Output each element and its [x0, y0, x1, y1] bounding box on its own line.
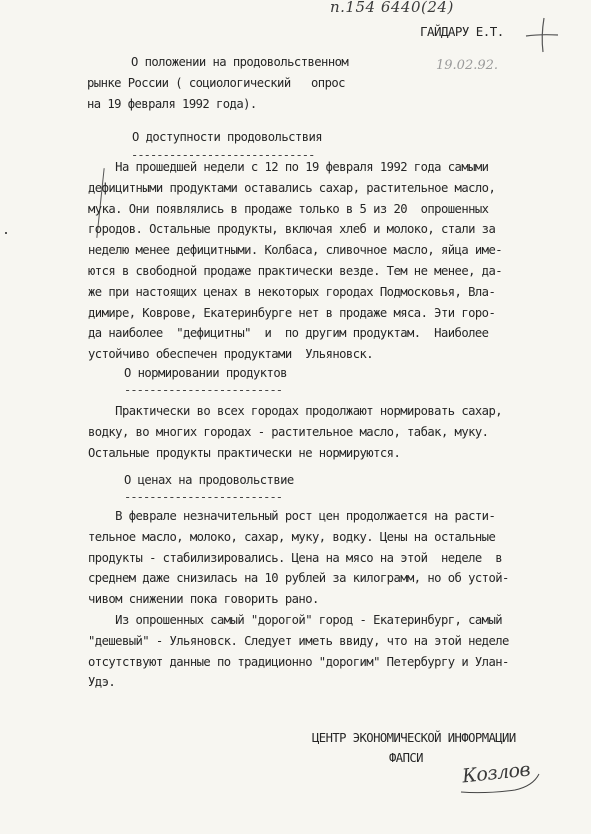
recipient: ГАЙДАРУ Е.Т. — [420, 24, 504, 39]
title-line: на 19 февраля 1992 года). — [87, 97, 257, 111]
heading-underline: ----------------------------- — [131, 148, 315, 162]
title-line: О положении на продовольственном — [131, 55, 349, 69]
paragraph-line: чивом снижении пока говорить рано. — [88, 592, 319, 607]
section-paragraph — [88, 401, 502, 463]
paragraph-line: водку, во многих городах - растительное масло, табак, муку. — [88, 424, 489, 439]
paragraph-line: "дешевый" - Ульяновск. Следует иметь ввиду, что на этой неделе — [88, 633, 509, 648]
title-line: рынке России ( социологический опрос — [87, 76, 345, 90]
paragraph-line: Удэ. — [88, 675, 116, 690]
paragraph-line: дефицитными продуктами оставались сахар, растительное масло, — [88, 180, 496, 195]
section-paragraph — [88, 506, 509, 693]
handwritten-cross-mark — [522, 14, 562, 54]
paragraph-line: отсутствуют данные по традиционно "дорогим" Петербургу и Улан- — [88, 654, 509, 669]
signature-department: ФАПСИ — [389, 751, 423, 765]
paragraph-line: да наиболее "дефицитны" и по другим продуктам. Наиболее — [88, 326, 489, 341]
paragraph-line: димире, Коврове, Екатеринбурге нет в продаже мяса. Эти горо- — [88, 305, 496, 320]
section-paragraph — [88, 157, 502, 365]
paragraph-line: На прошедшей недели с 12 по 19 февраля 1992 года самыми — [88, 160, 489, 174]
paragraph-line: Остальные продукты практически не нормируются. — [88, 445, 401, 460]
paragraph-line: В феврале незначительный рост цен продолжается на расти- — [88, 509, 496, 523]
paragraph-line: Из опрошенных самый "дорогой" город - Екатеринбург, самый — [88, 612, 503, 627]
handwritten-signature: Козлов — [461, 758, 532, 788]
margin-dot — [5, 232, 7, 234]
paragraph-line: среднем даже снизилась на 10 рублей за килограмм, но об устой- — [88, 571, 509, 586]
paragraph-line: устойчиво обеспечен продуктами Ульяновск. — [88, 347, 374, 362]
paragraph-line: Практически во всех городах продолжают нормировать сахар, — [88, 404, 503, 418]
paragraph-line: ются в свободной продаже практически везде. Тем не менее, да- — [88, 263, 503, 278]
handwritten-reference: п.154 6440(24) — [330, 0, 454, 16]
report-title — [87, 52, 348, 115]
paragraph-line: продукты - стабилизировались. Цена на мясо на этой неделе в — [88, 550, 503, 565]
paragraph-line: городов. Остальные продукты, включая хлеб и молоко, стали за — [88, 222, 496, 237]
handwritten-date: 19.02.92. — [436, 58, 499, 73]
signature-stroke — [455, 764, 545, 798]
paragraph-line: неделю менее дефицитными. Колбаса, сливочное масло, яйца име- — [88, 243, 503, 258]
section-heading: О доступности продовольствия — [132, 130, 323, 144]
heading-underline: ------------------------- — [124, 383, 283, 397]
paragraph-line: тельное масло, молоко, сахар, муку, водку. Цены на остальные — [88, 529, 496, 544]
signature-organization: ЦЕНТР ЭКОНОМИЧЕСКОЙ ИНФОРМАЦИИ — [312, 731, 516, 745]
section-heading: О нормировании продуктов — [124, 366, 287, 380]
paragraph-line: же при настоящих ценах в некоторых городах Подмосковья, Вла- — [88, 284, 496, 299]
heading-underline: ------------------------- — [124, 490, 283, 504]
paragraph-line: мука. Они появлялись в продаже только в 5 из 20 опрошенных — [88, 201, 489, 216]
section-heading: О ценах на продовольствие — [124, 473, 294, 487]
